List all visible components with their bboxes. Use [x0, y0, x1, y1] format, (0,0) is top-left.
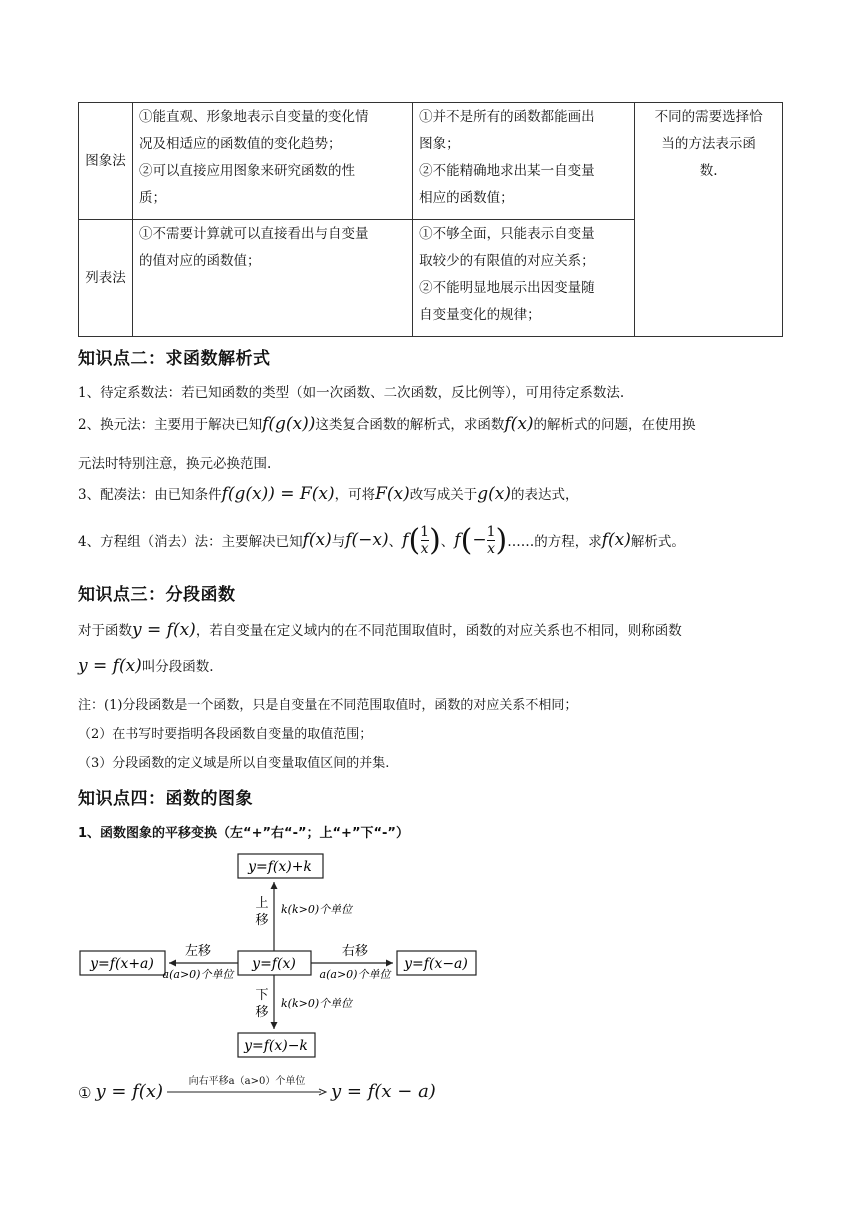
- math-expression: f(x): [601, 530, 631, 550]
- fraction-numerator: 1: [486, 523, 496, 540]
- note-cell: [635, 103, 783, 337]
- paragraph: [78, 518, 685, 562]
- math-expression: f(g(x)): [262, 414, 316, 434]
- text-line: ①并不是所有的函数都能画出: [419, 109, 595, 125]
- method-cell: 列表法: [79, 220, 133, 337]
- text-span: 叫分段函数.: [141, 659, 214, 675]
- paragraph: [78, 655, 214, 676]
- translation-rule-1: [78, 1072, 436, 1102]
- center-box-label: y=f(x): [252, 956, 296, 972]
- math-expression: g(x): [477, 484, 511, 504]
- paragraph: 元法时特别注意，换元必换范围.: [78, 456, 272, 472]
- text-span: 与: [331, 534, 346, 550]
- text-line: 相应的函数值；: [419, 190, 514, 206]
- text-span: 解析式。: [630, 534, 685, 550]
- rule-arrow: [167, 1076, 327, 1096]
- text-line: 质；: [138, 190, 166, 206]
- fraction-numerator: 1: [420, 523, 430, 540]
- method-cell: 图象法: [79, 103, 133, 220]
- paragraph: （3）分段函数的定义域是所以自变量取值区间的并集.: [78, 756, 390, 771]
- text-span: 对于函数: [78, 623, 132, 639]
- text-line: 自变量变化的规律；: [419, 307, 541, 323]
- text-line: 图象；: [419, 136, 460, 152]
- up-label: 移: [255, 913, 269, 928]
- down-condition: k(k>0)个单位: [281, 997, 353, 1010]
- disadvantages-cell: [413, 220, 635, 337]
- text-line: 不同的需要选择恰: [654, 109, 763, 125]
- text-span: 改写成关于: [409, 487, 478, 503]
- section-heading: 知识点二：求函数解析式: [78, 349, 271, 369]
- text-span: ，可将: [334, 487, 376, 503]
- paragraph: （2）在书写时要指明各段函数自变量的取值范围；: [78, 727, 373, 742]
- text-span: 4、方程组（消去）法：主要解决已知: [78, 534, 303, 550]
- advantages-cell: [132, 103, 412, 220]
- paragraph: [78, 413, 696, 434]
- method-comparison-table: [78, 102, 783, 337]
- left-label: 左移: [184, 944, 212, 959]
- text-span: 2、换元法：主要用于解决已知: [78, 417, 263, 433]
- disadvantages-cell: [413, 103, 635, 220]
- right-condition: a(a>0)个单位: [319, 968, 391, 981]
- math-expression: f(g(x)) = F(x): [221, 484, 335, 504]
- fraction-denominator: x: [487, 540, 495, 557]
- translation-diagram: [74, 846, 484, 1062]
- math-expression: y = f(x): [132, 620, 196, 640]
- text-line: ②不能明显地展示出因变量随: [419, 280, 595, 296]
- text-line: ②可以直接应用图象来研究函数的性: [138, 163, 355, 179]
- rule-number: ①: [78, 1084, 92, 1102]
- right-label: 右移: [341, 944, 369, 959]
- paragraph: 1、待定系数法：若已知函数的类型（如一次函数、二次函数，反比例等），可用待定系数法.: [78, 385, 625, 401]
- bottom-box-label: y=f(x)−k: [244, 1038, 308, 1054]
- down-label: 移: [255, 1005, 269, 1020]
- text-line: ①能直观、形象地表示自变量的变化情: [138, 109, 369, 125]
- text-line: 数.: [699, 163, 718, 179]
- text-line: 况及相适应的函数值的变化趋势；: [138, 136, 342, 152]
- rule-arrow-label: 向右平移a（a>0）个单位: [188, 1076, 306, 1087]
- text-span: 、: [388, 534, 403, 550]
- left-condition: a(a>0)个单位: [162, 968, 234, 981]
- subheading: 1、函数图象的平移变换（左“+”右“-”；上“+”下“-”）: [78, 826, 409, 841]
- math-expression: f(x): [302, 530, 332, 550]
- text-line: 的值对应的函数值；: [138, 253, 261, 269]
- paragraph: 注：(1)分段函数是一个函数，只是自变量在不同范围取值时，函数的对应关系不相同；: [78, 698, 578, 713]
- text-span: 的表达式，: [510, 487, 579, 503]
- text-span: ……的方程，求: [507, 534, 602, 550]
- long-arrow-icon: [167, 1088, 327, 1096]
- math-fraction-expression: f ( $\frac{1}{x}$ ): [402, 522, 441, 558]
- section-heading: 知识点四：函数的图象: [78, 789, 253, 809]
- right-box-label: y=f(x−a): [404, 956, 468, 972]
- section-heading: 知识点三：分段函数: [78, 585, 236, 605]
- text-line: ①不够全面，只能表示自变量: [419, 226, 595, 242]
- down-label: 下: [255, 988, 269, 1003]
- up-condition: k(k>0)个单位: [281, 903, 353, 916]
- text-span: 这类复合函数的解析式，求函数: [315, 417, 505, 433]
- left-box-label: y=f(x+a): [90, 956, 154, 972]
- text-line: 取较少的有限值的对应关系；: [419, 253, 595, 269]
- text-line: 当的方法表示函: [661, 136, 756, 152]
- rule-target-function: y = f(x − a): [331, 1081, 436, 1102]
- text-line: ①不需要计算就可以直接看出与自变量: [138, 226, 369, 242]
- math-expression: f(−x): [345, 530, 389, 550]
- text-span: 3、配凑法：由已知条件: [78, 487, 222, 503]
- math-fraction-expression: f ( − $\frac{1}{x}$ ): [454, 522, 508, 558]
- rule-source-function: y = f(x): [95, 1081, 164, 1102]
- paragraph: [78, 483, 578, 504]
- advantages-cell: [132, 220, 412, 337]
- math-expression: f(x): [504, 414, 534, 434]
- text-line: ②不能精确地求出某一自变量: [419, 163, 595, 179]
- text-span: 、: [440, 534, 455, 550]
- paragraph: [78, 619, 682, 640]
- table-row: [79, 103, 783, 220]
- text-span: ，若自变量在定义域内的在不同范围取值时，函数的对应关系也不相同，则称函数: [195, 623, 682, 639]
- math-expression: y = f(x): [78, 656, 142, 676]
- math-expression: F(x): [375, 484, 410, 504]
- text-span: 的解析式的问题，在使用换: [533, 417, 696, 433]
- top-box-label: y=f(x)+k: [248, 859, 312, 875]
- up-label: 上: [255, 896, 269, 911]
- fraction-denominator: x: [420, 540, 429, 557]
